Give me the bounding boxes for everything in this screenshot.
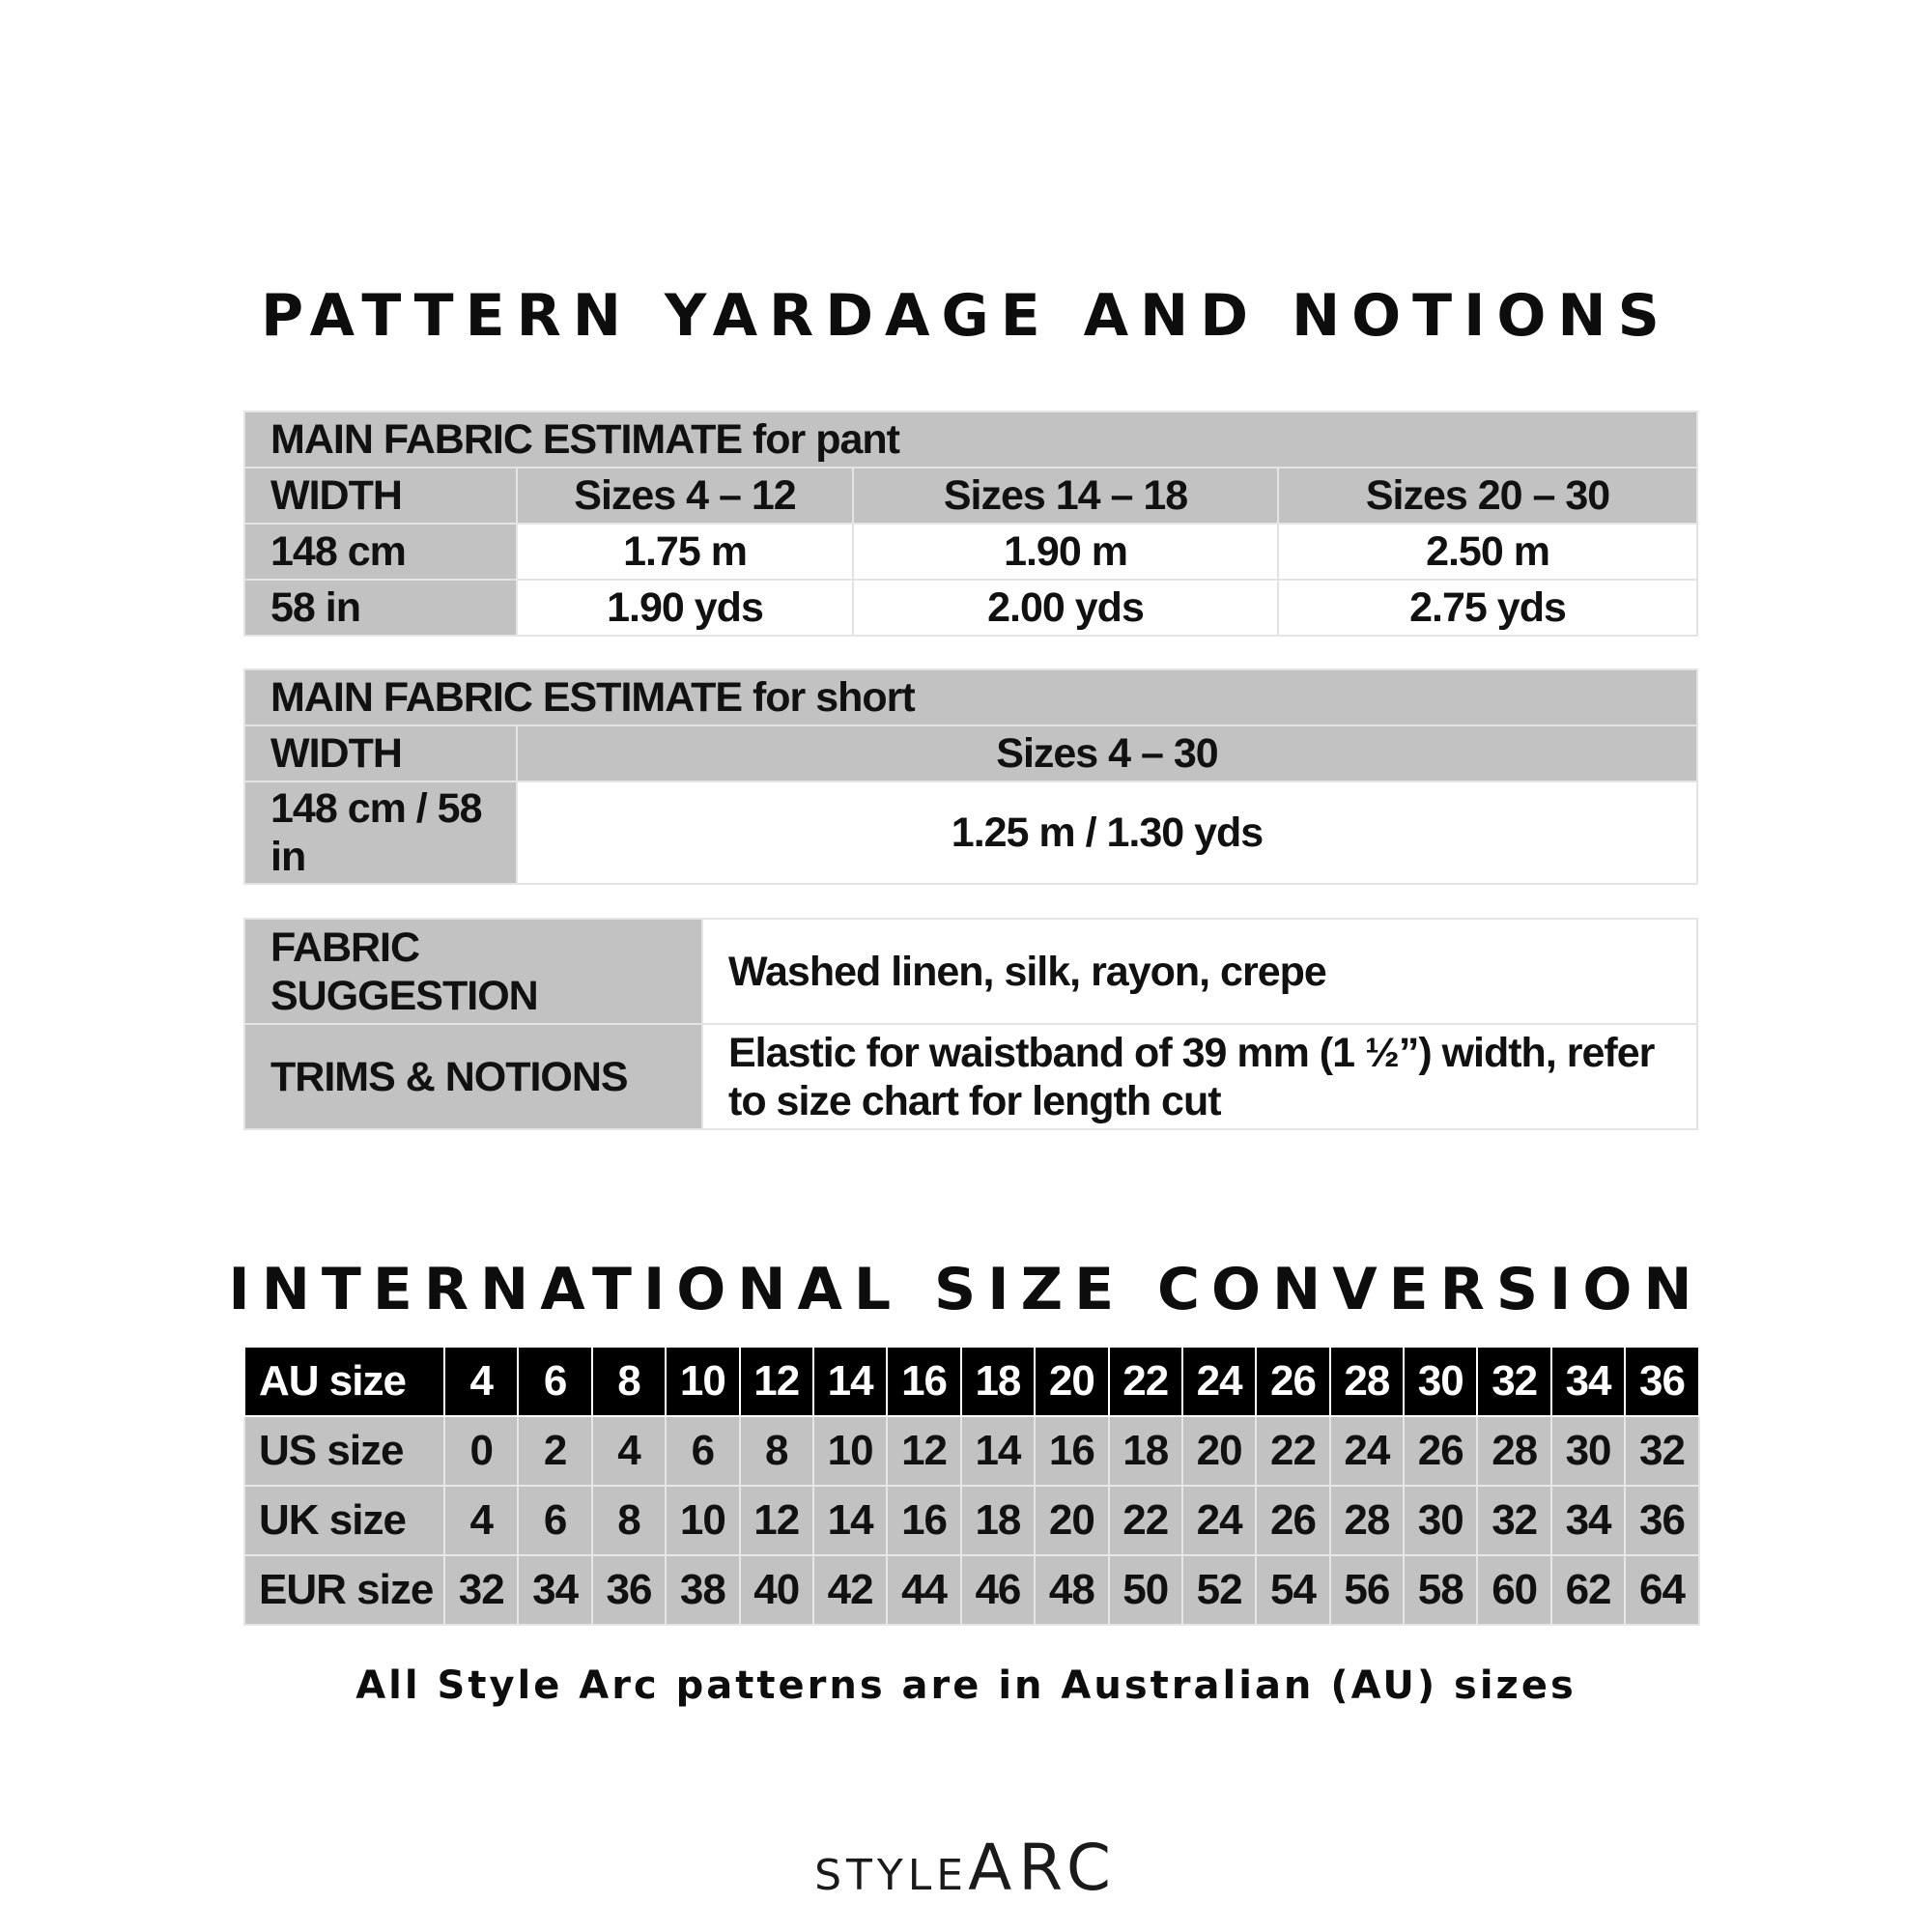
size-cell: 26 xyxy=(1256,1347,1329,1416)
size-cell: 30 xyxy=(1404,1486,1477,1555)
size-cell: 34 xyxy=(518,1555,591,1625)
size-cell: 30 xyxy=(1551,1416,1625,1486)
size-cell: 24 xyxy=(1182,1347,1256,1416)
size-cell: 12 xyxy=(887,1416,960,1486)
size-cell: 34 xyxy=(1551,1347,1625,1416)
size-conversion-table xyxy=(243,1346,1700,1626)
trims-notions-value: Elastic for waistband of 39 mm (1 ½”) width, refer to size chart for length cut xyxy=(702,1024,1697,1129)
pant-value-cell: 2.75 yds xyxy=(1278,580,1697,636)
size-cell: 18 xyxy=(1109,1416,1182,1486)
size-cell: 4 xyxy=(444,1486,518,1555)
size-conversion-title: INTERNATIONAL SIZE CONVERSION xyxy=(228,1256,1704,1323)
size-row-us-size xyxy=(244,1416,1699,1486)
size-cell: 56 xyxy=(1330,1555,1404,1625)
size-cell: 8 xyxy=(592,1486,666,1555)
size-cell: 26 xyxy=(1404,1416,1477,1486)
pant-width-cell: 58 in xyxy=(244,580,517,636)
size-row-label: UK size xyxy=(244,1486,444,1555)
size-row-uk-size xyxy=(244,1486,1699,1555)
pant-header-sizes-4-12: Sizes 4 – 12 xyxy=(517,468,853,524)
size-cell: 24 xyxy=(1330,1416,1404,1486)
size-cell: 28 xyxy=(1330,1347,1404,1416)
size-cell: 6 xyxy=(518,1347,591,1416)
size-row-label: EUR size xyxy=(244,1555,444,1625)
size-row-eur-size xyxy=(244,1555,1699,1625)
size-row-label: AU size xyxy=(244,1347,444,1416)
short-header-row xyxy=(244,725,1697,781)
short-fabric-table xyxy=(243,668,1698,885)
size-cell: 14 xyxy=(813,1486,887,1555)
pant-value-cell: 2.00 yds xyxy=(853,580,1278,636)
short-width-cell: 148 cm / 58 in xyxy=(244,781,517,884)
fabric-suggestion-label: FABRIC SUGGESTION xyxy=(244,919,702,1024)
size-cell: 8 xyxy=(740,1416,813,1486)
size-cell: 46 xyxy=(961,1555,1035,1625)
pant-table-heading: MAIN FABRIC ESTIMATE for pant xyxy=(244,412,1697,468)
size-cell: 42 xyxy=(813,1555,887,1625)
fabric-suggestion-row xyxy=(244,919,1697,1024)
size-cell: 8 xyxy=(592,1347,666,1416)
size-cell: 40 xyxy=(740,1555,813,1625)
size-cell: 52 xyxy=(1182,1555,1256,1625)
size-cell: 22 xyxy=(1109,1347,1182,1416)
size-cell: 14 xyxy=(961,1416,1035,1486)
size-row-label: US size xyxy=(244,1416,444,1486)
pant-header-width: WIDTH xyxy=(244,468,517,524)
size-cell: 26 xyxy=(1256,1486,1329,1555)
size-cell: 14 xyxy=(813,1347,887,1416)
pant-header-row xyxy=(244,468,1697,524)
fabric-details-table xyxy=(243,918,1698,1130)
short-table-heading: MAIN FABRIC ESTIMATE for short xyxy=(244,669,1697,725)
size-cell: 36 xyxy=(1625,1486,1698,1555)
size-cell: 44 xyxy=(887,1555,960,1625)
pant-header-sizes-20-30: Sizes 20 – 30 xyxy=(1278,468,1697,524)
size-cell: 50 xyxy=(1109,1555,1182,1625)
size-cell: 20 xyxy=(1182,1416,1256,1486)
size-cell: 32 xyxy=(444,1555,518,1625)
size-cell: 20 xyxy=(1035,1486,1108,1555)
size-cell: 58 xyxy=(1404,1555,1477,1625)
size-cell: 16 xyxy=(1035,1416,1108,1486)
size-cell: 18 xyxy=(961,1347,1035,1416)
au-sizes-note: All Style Arc patterns are in Australian (AU) sizes xyxy=(355,1663,1577,1708)
size-row-au-size xyxy=(244,1347,1699,1416)
size-cell: 32 xyxy=(1477,1347,1550,1416)
style-arc-logo xyxy=(0,1831,1932,1905)
size-cell: 36 xyxy=(1625,1347,1698,1416)
size-cell: 2 xyxy=(518,1416,591,1486)
size-cell: 32 xyxy=(1477,1486,1550,1555)
size-cell: 6 xyxy=(666,1416,739,1486)
pant-header-sizes-14-18: Sizes 14 – 18 xyxy=(853,468,1278,524)
pant-value-cell: 2.50 m xyxy=(1278,524,1697,580)
size-cell: 12 xyxy=(740,1347,813,1416)
pant-row-in xyxy=(244,580,1697,636)
size-cell: 32 xyxy=(1625,1416,1698,1486)
pant-width-cell: 148 cm xyxy=(244,524,517,580)
yardage-title: PATTERN YARDAGE AND NOTIONS xyxy=(261,282,1671,350)
size-cell: 20 xyxy=(1035,1347,1108,1416)
size-cell: 16 xyxy=(887,1486,960,1555)
size-cell: 64 xyxy=(1625,1555,1698,1625)
size-cell: 54 xyxy=(1256,1555,1329,1625)
size-cell: 24 xyxy=(1182,1486,1256,1555)
size-cell: 28 xyxy=(1330,1486,1404,1555)
size-cell: 4 xyxy=(444,1347,518,1416)
pant-value-cell: 1.90 yds xyxy=(517,580,853,636)
trims-notions-row xyxy=(244,1024,1697,1129)
pant-value-cell: 1.90 m xyxy=(853,524,1278,580)
logo-arc-text: ARC xyxy=(968,1831,1118,1905)
size-cell: 62 xyxy=(1551,1555,1625,1625)
size-cell: 22 xyxy=(1256,1416,1329,1486)
size-cell: 34 xyxy=(1551,1486,1625,1555)
size-cell: 22 xyxy=(1109,1486,1182,1555)
size-cell: 18 xyxy=(961,1486,1035,1555)
size-cell: 10 xyxy=(666,1347,739,1416)
pant-fabric-table xyxy=(243,411,1698,637)
size-cell: 10 xyxy=(813,1416,887,1486)
pant-row-cm xyxy=(244,524,1697,580)
short-row xyxy=(244,781,1697,884)
size-cell: 38 xyxy=(666,1555,739,1625)
fabric-suggestion-value: Washed linen, silk, rayon, crepe xyxy=(702,919,1697,1024)
trims-notions-label: TRIMS & NOTIONS xyxy=(244,1024,702,1129)
size-cell: 6 xyxy=(518,1486,591,1555)
size-cell: 16 xyxy=(887,1347,960,1416)
short-header-width: WIDTH xyxy=(244,725,517,781)
size-cell: 0 xyxy=(444,1416,518,1486)
short-header-sizes: Sizes 4 – 30 xyxy=(517,725,1697,781)
size-cell: 30 xyxy=(1404,1347,1477,1416)
size-cell: 4 xyxy=(592,1416,666,1486)
size-cell: 10 xyxy=(666,1486,739,1555)
size-cell: 12 xyxy=(740,1486,813,1555)
size-cell: 28 xyxy=(1477,1416,1550,1486)
pant-value-cell: 1.75 m xyxy=(517,524,853,580)
size-cell: 36 xyxy=(592,1555,666,1625)
short-value-cell: 1.25 m / 1.30 yds xyxy=(517,781,1697,884)
logo-style-text: STYLE xyxy=(814,1851,969,1900)
size-cell: 60 xyxy=(1477,1555,1550,1625)
size-cell: 48 xyxy=(1035,1555,1108,1625)
